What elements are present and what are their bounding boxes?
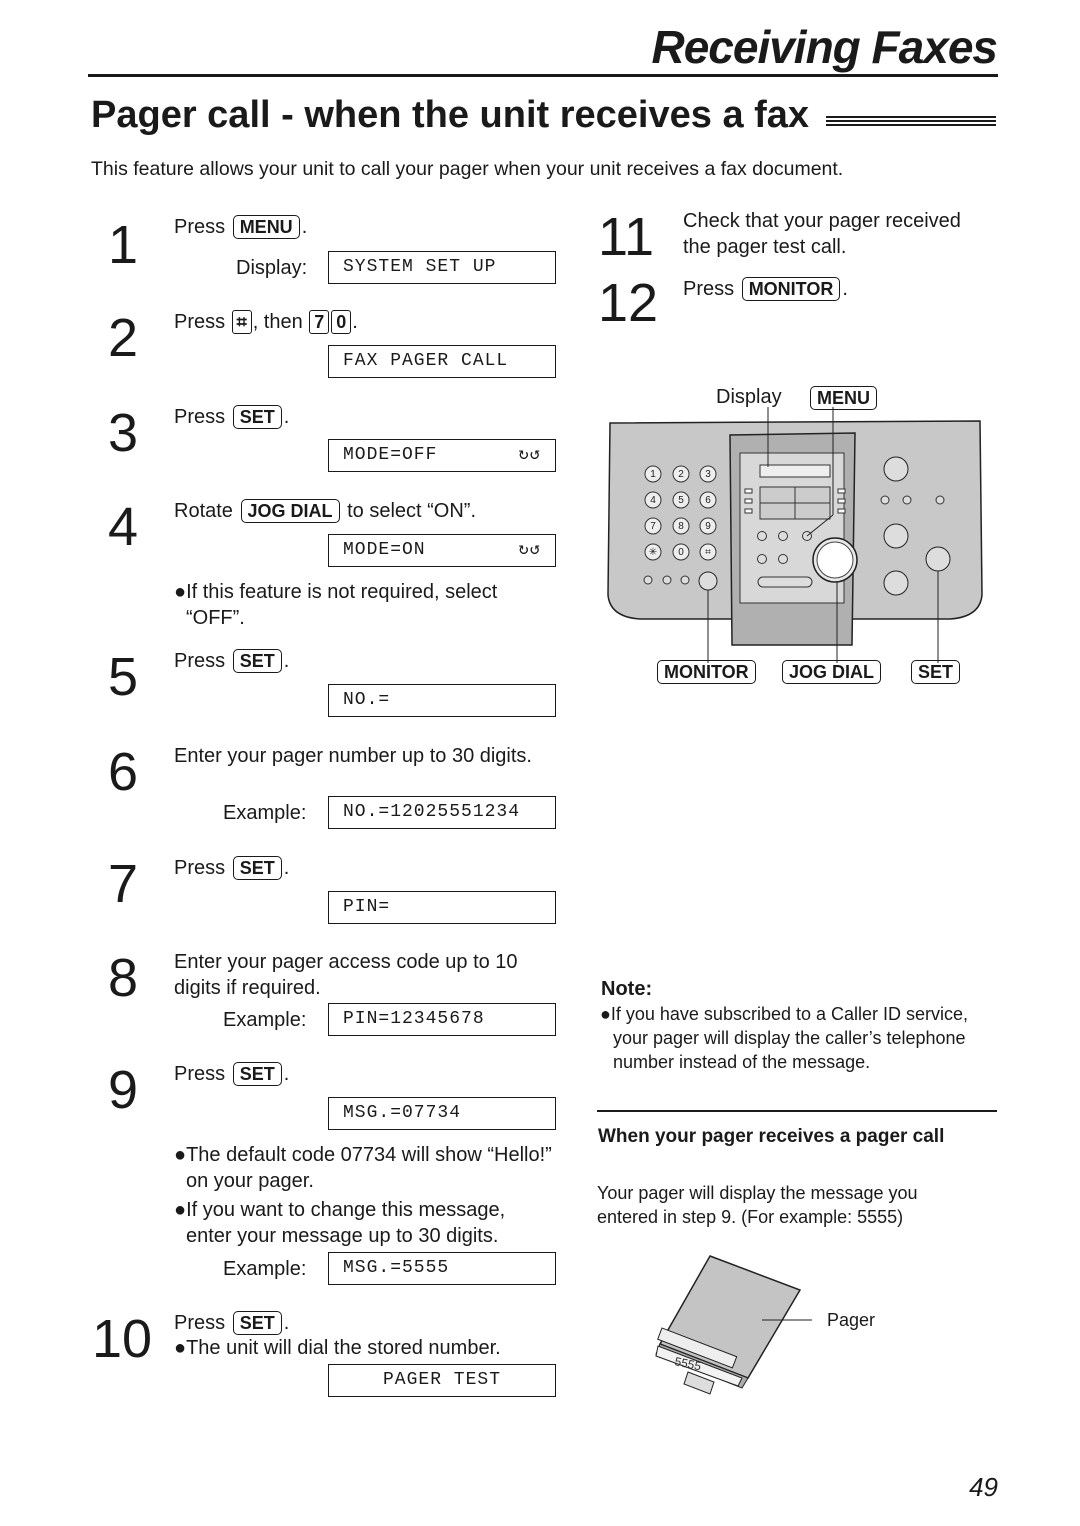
step-number: 3 bbox=[108, 403, 139, 463]
figure-display-label: Display bbox=[716, 386, 782, 408]
page-number: 49 bbox=[969, 1472, 998, 1502]
lcd-display bbox=[328, 439, 556, 472]
bullet-text: ●If you want to change this message, bbox=[174, 1199, 506, 1221]
monitor-key: MONITOR bbox=[657, 660, 756, 684]
example-label: Example: bbox=[223, 1009, 307, 1031]
lcd-display: FAX PAGER CALL bbox=[328, 345, 556, 378]
press-label: Press bbox=[174, 857, 226, 879]
step-number: 11 bbox=[598, 207, 655, 267]
display-label: Display: bbox=[236, 257, 308, 279]
keypad-key: 5 bbox=[678, 495, 684, 506]
period: . bbox=[283, 1063, 290, 1085]
lcd-display: NO.=12025551234 bbox=[328, 796, 556, 829]
header-rule bbox=[88, 74, 998, 77]
rotate-arrows-icon: ↻↺ bbox=[518, 446, 541, 465]
press-label: Press bbox=[174, 406, 226, 428]
step-11-text-cont: the pager test call. bbox=[683, 236, 847, 258]
step-9-text bbox=[174, 1061, 289, 1087]
keypad-key: 4 bbox=[650, 495, 656, 506]
lcd-text: MODE=OFF bbox=[343, 445, 438, 465]
bullet-text-cont: “OFF”. bbox=[186, 607, 245, 629]
period: . bbox=[352, 311, 358, 333]
press-label: Press bbox=[174, 1063, 226, 1085]
monitor-key: MONITOR bbox=[742, 277, 841, 301]
then-label: , then bbox=[252, 311, 303, 333]
intro-text: This feature allows your unit to call your pager when your unit receives a fax document. bbox=[91, 158, 844, 180]
lcd-display: SYSTEM SET UP bbox=[328, 251, 556, 284]
step-8-text: Enter your pager access code up to 10 bbox=[174, 951, 518, 973]
step-4-text bbox=[174, 498, 476, 524]
figure-jog-callout bbox=[780, 660, 883, 684]
note-title: Note: bbox=[601, 978, 653, 1000]
example-label: Example: bbox=[223, 802, 307, 824]
jog-dial-key: JOG DIAL bbox=[782, 660, 881, 684]
step-8-text-cont: digits if required. bbox=[174, 977, 321, 999]
keypad-key: 3 bbox=[705, 469, 711, 480]
lcd-display: PAGER TEST bbox=[328, 1364, 556, 1397]
note-line: number instead of the message. bbox=[613, 1052, 871, 1072]
section-title: Pager call - when the unit receives a fax bbox=[91, 94, 810, 136]
lcd-display: MSG.=5555 bbox=[328, 1252, 556, 1285]
pager-illustration bbox=[652, 1250, 812, 1400]
step-6-text: Enter your pager number up to 30 digits. bbox=[174, 745, 532, 767]
pound-key: ⌗ bbox=[232, 310, 252, 334]
set-key: SET bbox=[233, 1062, 282, 1086]
title-decoration bbox=[826, 116, 996, 128]
step-10-text bbox=[174, 1310, 289, 1336]
period: . bbox=[301, 216, 308, 238]
lcd-text: MODE=ON bbox=[343, 540, 426, 560]
bullet-text-cont: enter your message up to 30 digits. bbox=[186, 1225, 499, 1247]
set-key: SET bbox=[233, 856, 282, 880]
set-key: SET bbox=[233, 405, 282, 429]
lcd-display: NO.= bbox=[328, 684, 556, 717]
step-number: 5 bbox=[108, 647, 139, 707]
set-key: SET bbox=[233, 1311, 282, 1335]
rotate-label: Rotate bbox=[174, 500, 233, 522]
step-3-text bbox=[174, 404, 289, 430]
jog-dial-key: JOG DIAL bbox=[241, 499, 340, 523]
keypad-key: 0 bbox=[678, 547, 684, 558]
digit-7-key: 7 bbox=[309, 310, 329, 334]
bullet-text-cont: on your pager. bbox=[186, 1170, 314, 1192]
figure-monitor-callout bbox=[655, 660, 758, 684]
select-label: to select “ON”. bbox=[347, 500, 476, 522]
note-line: your pager will display the caller’s telephone bbox=[613, 1028, 966, 1048]
subsection-title: When your pager receives a pager call bbox=[598, 1126, 945, 1147]
period: . bbox=[283, 857, 290, 879]
keypad-key: 8 bbox=[678, 521, 684, 532]
lcd-display: PIN=12345678 bbox=[328, 1003, 556, 1036]
menu-key: MENU bbox=[233, 215, 300, 239]
step-11-text: Check that your pager received bbox=[683, 210, 961, 232]
step-number: 1 bbox=[108, 215, 139, 275]
keypad-key: ✳ bbox=[648, 547, 658, 558]
step-number: 6 bbox=[108, 742, 139, 802]
step-number: 4 bbox=[108, 497, 139, 557]
period: . bbox=[283, 406, 290, 428]
lcd-display: MSG.=07734 bbox=[328, 1097, 556, 1130]
keypad-key: 6 bbox=[705, 495, 711, 506]
press-label: Press bbox=[174, 216, 226, 238]
lcd-display bbox=[328, 534, 556, 567]
set-key: SET bbox=[911, 660, 960, 684]
step-number: 10 bbox=[92, 1309, 153, 1369]
fax-panel-illustration bbox=[600, 405, 990, 665]
press-label: Press bbox=[174, 1312, 226, 1334]
press-label: Press bbox=[174, 650, 226, 672]
step-2-text bbox=[174, 309, 358, 335]
keypad-key: 9 bbox=[705, 521, 711, 532]
press-label: Press bbox=[683, 278, 735, 300]
bullet-text: ●The default code 07734 will show “Hello!” bbox=[174, 1144, 552, 1166]
step-number: 2 bbox=[108, 308, 139, 368]
menu-key: MENU bbox=[810, 386, 877, 410]
step-5-text bbox=[174, 648, 289, 674]
example-label: Example: bbox=[223, 1258, 307, 1280]
page-header-title: Receiving Faxes bbox=[651, 21, 997, 73]
pager-call-text: entered in step 9. (For example: 5555) bbox=[597, 1207, 904, 1227]
pager-label: Pager bbox=[827, 1310, 876, 1330]
pager-call-text: Your pager will display the message you bbox=[597, 1183, 918, 1203]
step-number: 8 bbox=[108, 948, 139, 1008]
bullet-text: ●The unit will dial the stored number. bbox=[174, 1337, 501, 1359]
step-1-text bbox=[174, 214, 307, 240]
period: . bbox=[283, 650, 290, 672]
figure-set-callout bbox=[909, 660, 962, 684]
period: . bbox=[842, 278, 848, 300]
step-12-text bbox=[683, 276, 848, 302]
step-number: 7 bbox=[108, 854, 139, 914]
set-key: SET bbox=[233, 649, 282, 673]
keypad-key: ⌗ bbox=[705, 547, 711, 558]
keypad-key: 1 bbox=[650, 469, 656, 480]
lcd-display: PIN= bbox=[328, 891, 556, 924]
step-number: 9 bbox=[108, 1060, 139, 1120]
period: . bbox=[283, 1312, 290, 1334]
keypad-key: 2 bbox=[678, 469, 684, 480]
press-label: Press bbox=[174, 311, 226, 333]
pager-screen-text: 5555 bbox=[673, 1354, 703, 1374]
rotate-arrows-icon: ↻↺ bbox=[518, 541, 541, 560]
keypad-key: 7 bbox=[650, 521, 656, 532]
step-number: 12 bbox=[598, 273, 659, 333]
divider bbox=[597, 1110, 997, 1112]
bullet-text: ●If this feature is not required, select bbox=[174, 581, 498, 603]
note-line: ●If you have subscribed to a Caller ID service, bbox=[600, 1004, 969, 1024]
step-7-text bbox=[174, 855, 289, 881]
digit-0-key: 0 bbox=[331, 310, 351, 334]
